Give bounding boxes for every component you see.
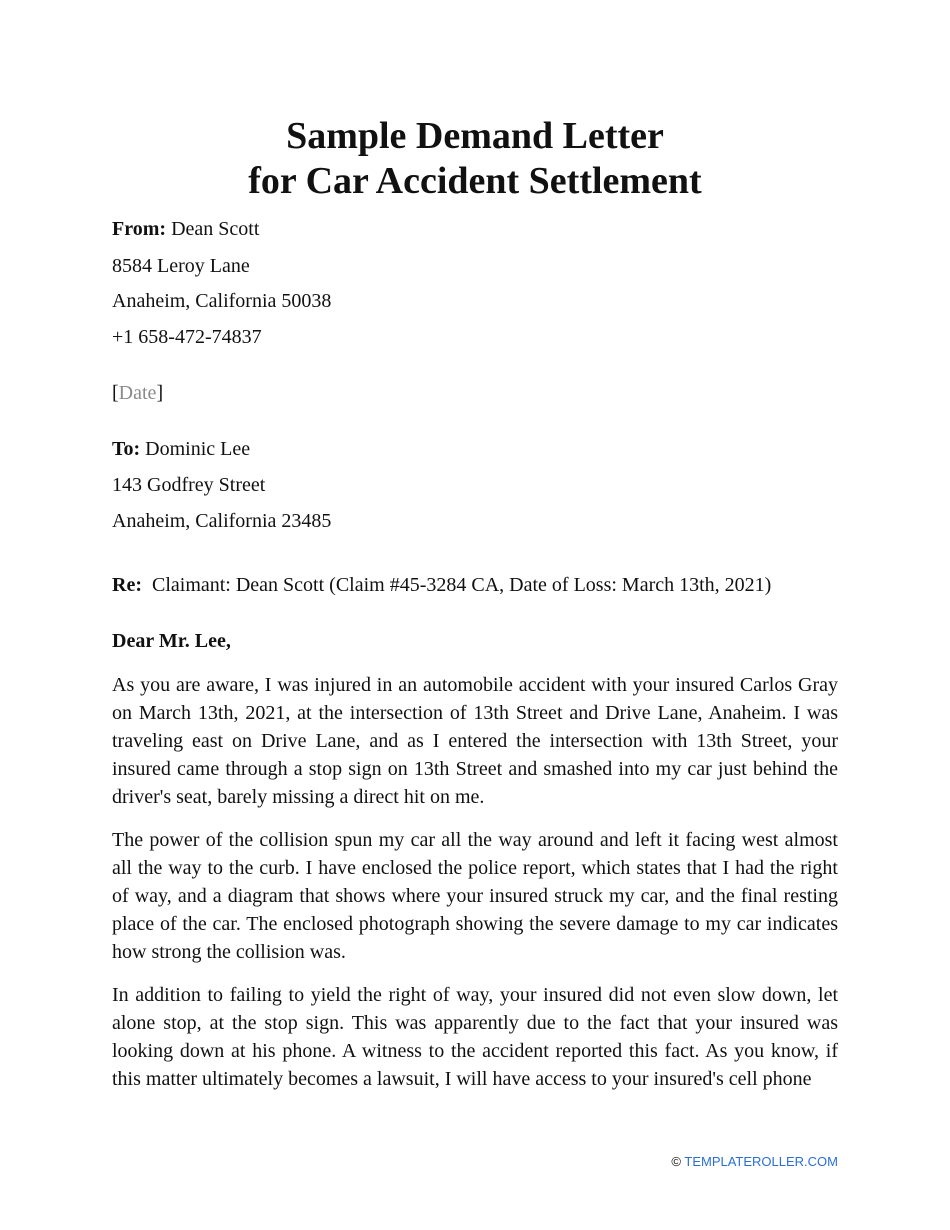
to-address-2: Anaheim, California 23485 — [112, 510, 332, 532]
date-placeholder: Date — [118, 382, 157, 404]
from-label: From: — [112, 218, 167, 240]
date-bracket-open: [ — [112, 382, 119, 404]
footer-site-link[interactable]: TEMPLATEROLLER.COM — [684, 1154, 838, 1169]
from-name: Dean Scott — [171, 218, 260, 240]
document-title — [0, 114, 950, 204]
to-label: To: — [112, 438, 141, 460]
date-line — [112, 381, 163, 405]
from-address-1: 8584 Leroy Lane — [112, 255, 250, 277]
from-address-2: Anaheim, California 50038 — [112, 290, 332, 312]
salutation — [112, 629, 231, 653]
footer-credit — [671, 1154, 838, 1170]
to-address-1: 143 Godfrey Street — [112, 474, 266, 496]
date-bracket-close: ] — [156, 382, 164, 404]
from-phone: +1 658-472-74837 — [112, 326, 262, 348]
title-line-2: for Car Accident Settlement — [248, 160, 702, 202]
body-paragraph-3: In addition to failing to yield the right of way, your insured did not even slow down, let alone stop, at the stop sign. This was apparently due to the fact that your insured was looking down at his phone. A witness to the accident reported this fact. As you know, if this matter ultimately becomes a lawsuit, I will have access to your insured's cell phone — [112, 984, 838, 1090]
re-text: Claimant: Dean Scott (Claim #45-3284 CA, Date of Loss: March 13th, 2021) — [151, 574, 772, 596]
re-line — [112, 573, 771, 597]
body-paragraph-1: As you are aware, I was injured in an automobile accident with your insured Carlos Gray on March 13th, 2021, at the intersection of 13th Street and Drive Lane, Anaheim. I was traveling east on Drive Lane, and as I entered the intersection with 13th Street, your insured came through a stop sign on 13th Street and smashed into my car just behind the driver's seat, barely missing a direct hit on me. — [112, 674, 838, 808]
title-line-1: Sample Demand Letter — [286, 115, 664, 157]
to-line — [112, 437, 250, 461]
copyright-symbol: © — [671, 1154, 681, 1169]
from-line — [112, 217, 259, 241]
body-paragraph-2: The power of the collision spun my car all the way around and left it facing west almost all the way to the curb. I have enclosed the police report, which states that I had the right of way, and a diagram that shows where your insured struck my car, and the final resting place of the car. The enclosed photograph showing the severe damage to my car indicates how strong the collision was. — [112, 829, 838, 963]
re-label: Re: — [112, 574, 142, 596]
salutation-text: Dear Mr. Lee, — [112, 630, 231, 652]
to-name: Dominic Lee — [145, 438, 251, 460]
